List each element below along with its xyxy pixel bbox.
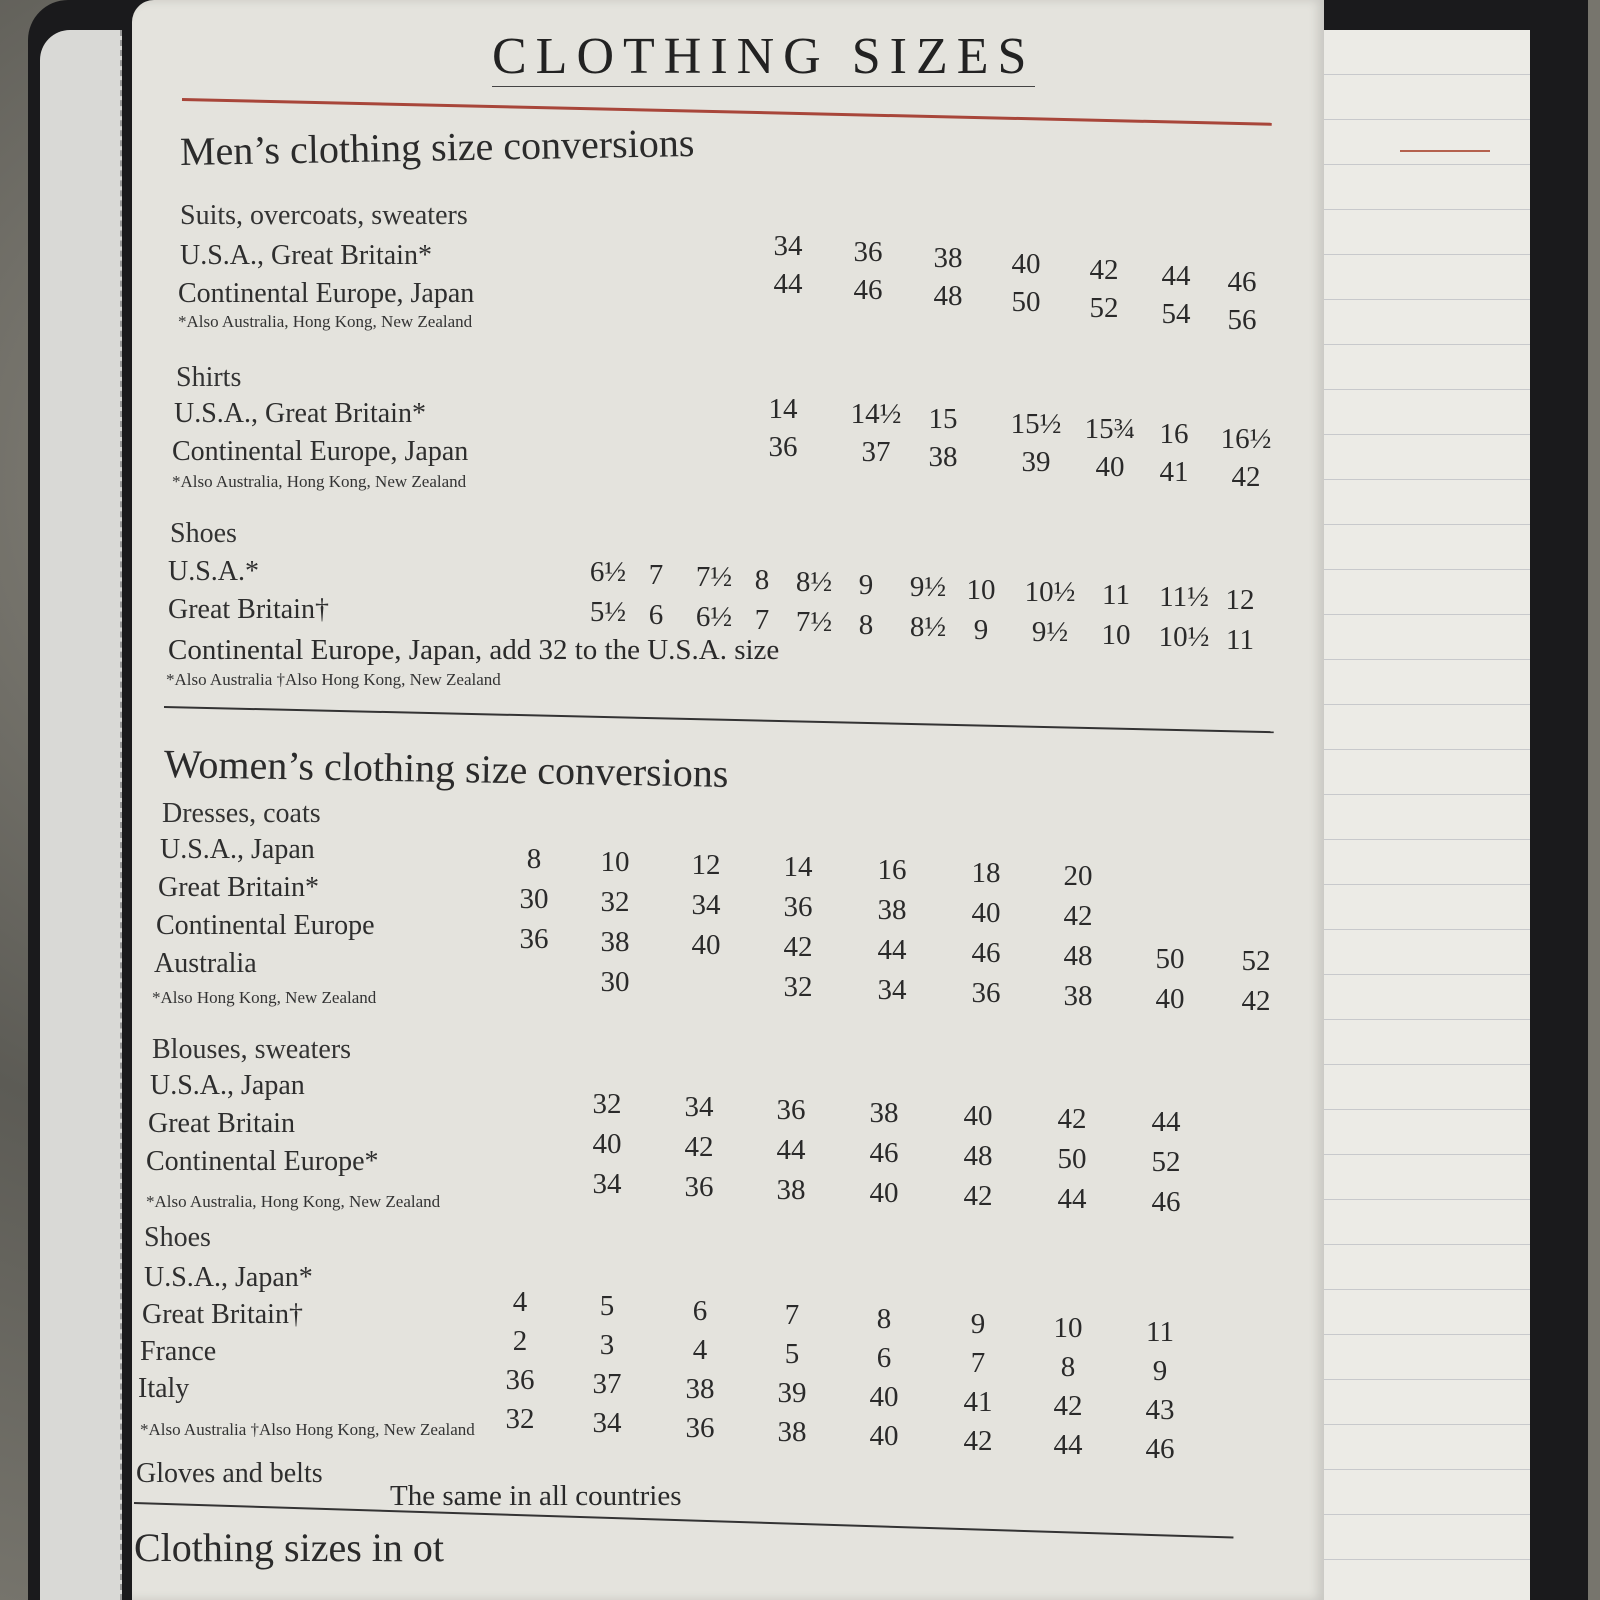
size-cell: 15¾	[1084, 413, 1136, 445]
size-cell: 15½	[1010, 408, 1062, 440]
womens-blouses-footnote: *Also Australia, Hong Kong, New Zealand	[146, 1192, 441, 1211]
size-cell: 9½	[909, 571, 947, 603]
size-cell: 10	[1053, 1311, 1083, 1344]
size-cell: 11½	[1159, 581, 1209, 613]
size-cell: 40	[1011, 248, 1041, 280]
size-cell: 37	[592, 1368, 622, 1401]
size-cell: 40	[869, 1420, 899, 1453]
size-cell: 36	[519, 923, 549, 955]
size-cell: 32	[600, 885, 630, 918]
size-cell: 30	[519, 883, 549, 915]
size-cell: 11	[1102, 578, 1130, 611]
size-cell: 38	[1063, 979, 1093, 1012]
size-cell: 43	[1145, 1394, 1175, 1427]
size-cell: 34	[592, 1168, 622, 1200]
mens-shirts-title: Shirts	[176, 362, 242, 393]
mens-suits-footnote: *Also Australia, Hong Kong, New Zealand	[178, 312, 473, 331]
size-cell: 12	[1225, 583, 1255, 616]
womens-dresses-footnote: *Also Hong Kong, New Zealand	[152, 988, 377, 1007]
size-cell: 40	[1155, 982, 1185, 1015]
size-cell: 3	[599, 1329, 615, 1362]
size-row-label: Great Britain*	[158, 872, 319, 903]
size-cell: 46	[971, 937, 1001, 969]
mens-shoes-note: Continental Europe, Japan, add 32 to the U.S.A. size	[168, 634, 780, 666]
mens-shoes-footnote: *Also Australia †Also Hong Kong, New Zealand	[166, 670, 501, 689]
size-cell: 38	[777, 1415, 807, 1448]
size-cell: 6½	[695, 601, 733, 633]
size-cell: 46	[853, 274, 883, 306]
size-cell: 11	[1226, 623, 1254, 656]
size-cell: 41	[963, 1385, 993, 1418]
size-cell: 20	[1063, 859, 1093, 892]
size-cell: 46	[1151, 1186, 1181, 1218]
mens-heading: Men’s clothing size conversions	[179, 120, 695, 174]
size-row-label: U.S.A., Japan	[160, 834, 315, 865]
size-cell: 30	[600, 965, 630, 998]
size-cell: 7½	[795, 606, 833, 638]
size-cell: 8	[858, 608, 874, 641]
size-cell: 9	[858, 568, 874, 601]
size-cell: 42	[1089, 254, 1119, 286]
size-cell: 56	[1227, 304, 1257, 336]
notepad	[1320, 30, 1530, 1600]
size-cell: 34	[877, 974, 907, 1007]
size-row-label: Italy	[138, 1373, 190, 1404]
size-cell: 44	[1161, 260, 1191, 292]
size-cell: 10	[1101, 618, 1131, 651]
size-cell: 5	[599, 1290, 615, 1323]
size-cell: 44	[1053, 1428, 1083, 1461]
size-cell: 14	[783, 851, 813, 884]
size-cell: 9	[970, 1307, 986, 1340]
size-cell: 8	[754, 563, 770, 596]
womens-shoes-title: Shoes	[144, 1222, 211, 1253]
title-rule	[182, 98, 1272, 126]
size-cell: 42	[1063, 899, 1093, 932]
size-cell: 34	[773, 230, 803, 262]
size-cell: 42	[783, 931, 813, 964]
mens-shirts-row-label: Continental Europe, Japan	[172, 436, 469, 467]
size-cell: 8	[876, 1303, 892, 1336]
size-cell: 5½	[589, 596, 627, 628]
gloves-text: The same in all countries	[390, 1480, 682, 1512]
size-cell: 7	[784, 1298, 800, 1331]
size-cell: 10	[600, 845, 630, 878]
size-row-label: France	[140, 1336, 217, 1367]
size-cell: 36	[776, 1094, 806, 1126]
size-cell: 42	[963, 1180, 993, 1212]
size-cell: 32	[505, 1403, 535, 1435]
size-cell: 4	[512, 1286, 528, 1318]
size-cell: 16	[1159, 418, 1189, 450]
size-cell: 42	[684, 1131, 714, 1163]
size-cell: 44	[773, 268, 803, 300]
mens-shoes-title: Shoes	[170, 518, 237, 549]
size-row-label: Continental Europe*	[146, 1146, 379, 1177]
size-cell: 40	[691, 928, 721, 961]
size-cell: 15	[928, 403, 958, 435]
size-cell: 36	[684, 1171, 714, 1203]
size-cell: 34	[691, 888, 721, 921]
size-row-label: U.S.A., Japan	[150, 1070, 305, 1101]
size-cell: 38	[877, 894, 907, 927]
size-cell: 38	[685, 1372, 715, 1405]
size-cell: 50	[1155, 942, 1185, 975]
size-cell: 16	[877, 854, 907, 887]
size-cell: 48	[963, 1140, 993, 1172]
size-cell: 12	[691, 848, 721, 881]
size-cell: 38	[933, 242, 963, 274]
mens-shoes-row-label: U.S.A.*	[168, 556, 260, 587]
next-heading: Clothing sizes in ot	[134, 1525, 444, 1570]
size-cell: 36	[853, 236, 883, 268]
size-row-label: Continental Europe	[156, 910, 375, 941]
womens-blouses-title: Blouses, sweaters	[152, 1034, 352, 1065]
size-cell: 36	[505, 1364, 535, 1396]
size-cell: 52	[1151, 1146, 1181, 1178]
mens-shirts-footnote: *Also Australia, Hong Kong, New Zealand	[172, 472, 467, 491]
size-cell: 8	[526, 843, 542, 875]
size-cell: 42	[1053, 1389, 1083, 1422]
size-cell: 36	[768, 431, 798, 463]
size-cell: 4	[692, 1333, 708, 1366]
size-cell: 44	[776, 1134, 806, 1166]
size-cell: 52	[1089, 292, 1119, 324]
size-cell: 40	[971, 897, 1001, 929]
size-row-label: Australia	[154, 948, 257, 979]
size-cell: 50	[1011, 286, 1041, 318]
size-cell: 52	[1241, 945, 1271, 978]
size-cell: 39	[777, 1376, 807, 1409]
size-row-label: Great Britain	[148, 1108, 295, 1139]
size-cell: 44	[1057, 1183, 1087, 1215]
size-cell: 38	[600, 925, 630, 958]
size-cell: 8½	[795, 566, 833, 598]
size-cell: 37	[861, 436, 891, 468]
notepad-margin-line	[1400, 150, 1490, 152]
size-cell: 9	[1152, 1355, 1168, 1388]
size-row-label: Great Britain†	[142, 1299, 303, 1330]
size-cell: 6	[876, 1342, 892, 1375]
size-cell: 14	[768, 393, 798, 425]
size-cell: 40	[963, 1100, 993, 1132]
size-cell: 50	[1057, 1143, 1087, 1175]
size-cell: 6	[648, 598, 664, 631]
size-cell: 42	[1057, 1103, 1087, 1135]
womens-shoes-footnote: *Also Australia †Also Hong Kong, New Zealand	[140, 1420, 475, 1439]
size-cell: 10	[966, 573, 996, 606]
size-cell: 7½	[695, 561, 733, 593]
size-cell: 9½	[1031, 616, 1069, 648]
size-cell: 2	[512, 1325, 528, 1357]
size-cell: 8	[1060, 1350, 1076, 1383]
binder-left-edge	[40, 30, 122, 1600]
mens-shoes-row-label: Great Britain†	[168, 594, 329, 625]
womens-heading: Women’s clothing size conversions	[163, 741, 729, 796]
size-cell: 10½	[1158, 621, 1210, 653]
size-cell: 14½	[850, 398, 902, 430]
mens-suits-row-label: Continental Europe, Japan	[178, 278, 475, 309]
section-rule	[164, 706, 1274, 733]
size-cell: 34	[684, 1091, 714, 1123]
size-cell: 46	[1145, 1433, 1175, 1466]
size-row-label: U.S.A., Japan*	[144, 1262, 313, 1293]
size-cell: 6½	[589, 556, 627, 588]
size-cell: 5	[784, 1337, 800, 1370]
size-cell: 34	[592, 1407, 622, 1440]
book-page	[132, 0, 1324, 1600]
size-cell: 40	[869, 1381, 899, 1414]
size-cell: 46	[1227, 266, 1257, 298]
size-cell: 39	[1021, 446, 1051, 478]
size-cell: 9	[973, 613, 989, 646]
size-cell: 40	[1095, 451, 1125, 483]
size-cell: 42	[1231, 461, 1261, 493]
size-cell: 6	[692, 1294, 708, 1327]
size-cell: 18	[971, 857, 1001, 889]
size-cell: 7	[648, 558, 664, 591]
mens-shirts-row-label: U.S.A., Great Britain*	[174, 398, 426, 429]
size-cell: 10½	[1024, 576, 1076, 608]
gloves-label: Gloves and belts	[136, 1458, 323, 1489]
size-cell: 7	[754, 603, 770, 636]
size-cell: 16½	[1220, 423, 1272, 455]
size-cell: 54	[1161, 298, 1191, 330]
size-cell: 38	[928, 441, 958, 473]
size-cell: 32	[592, 1088, 622, 1120]
size-cell: 36	[685, 1411, 715, 1444]
size-cell: 42	[963, 1424, 993, 1457]
size-cell: 46	[869, 1137, 899, 1169]
size-cell: 44	[1151, 1106, 1181, 1138]
size-cell: 40	[869, 1177, 899, 1209]
mens-suits-title: Suits, overcoats, sweaters	[180, 200, 468, 231]
size-cell: 32	[783, 971, 813, 1004]
mens-suits-row-label: U.S.A., Great Britain*	[180, 240, 432, 271]
size-cell: 48	[1063, 939, 1093, 972]
size-cell: 36	[783, 891, 813, 924]
size-cell: 44	[877, 934, 907, 967]
size-cell: 38	[869, 1097, 899, 1129]
size-cell: 38	[776, 1174, 806, 1206]
page-title: CLOTHING SIZES	[492, 28, 1036, 85]
size-cell: 42	[1241, 985, 1271, 1018]
size-cell: 7	[970, 1346, 986, 1379]
size-cell: 36	[971, 977, 1001, 1009]
size-cell: 40	[592, 1128, 622, 1160]
size-cell: 11	[1146, 1316, 1174, 1349]
size-cell: 8½	[909, 611, 947, 643]
womens-dresses-title: Dresses, coats	[162, 798, 321, 829]
size-cell: 48	[933, 280, 963, 312]
size-cell: 41	[1159, 456, 1189, 488]
